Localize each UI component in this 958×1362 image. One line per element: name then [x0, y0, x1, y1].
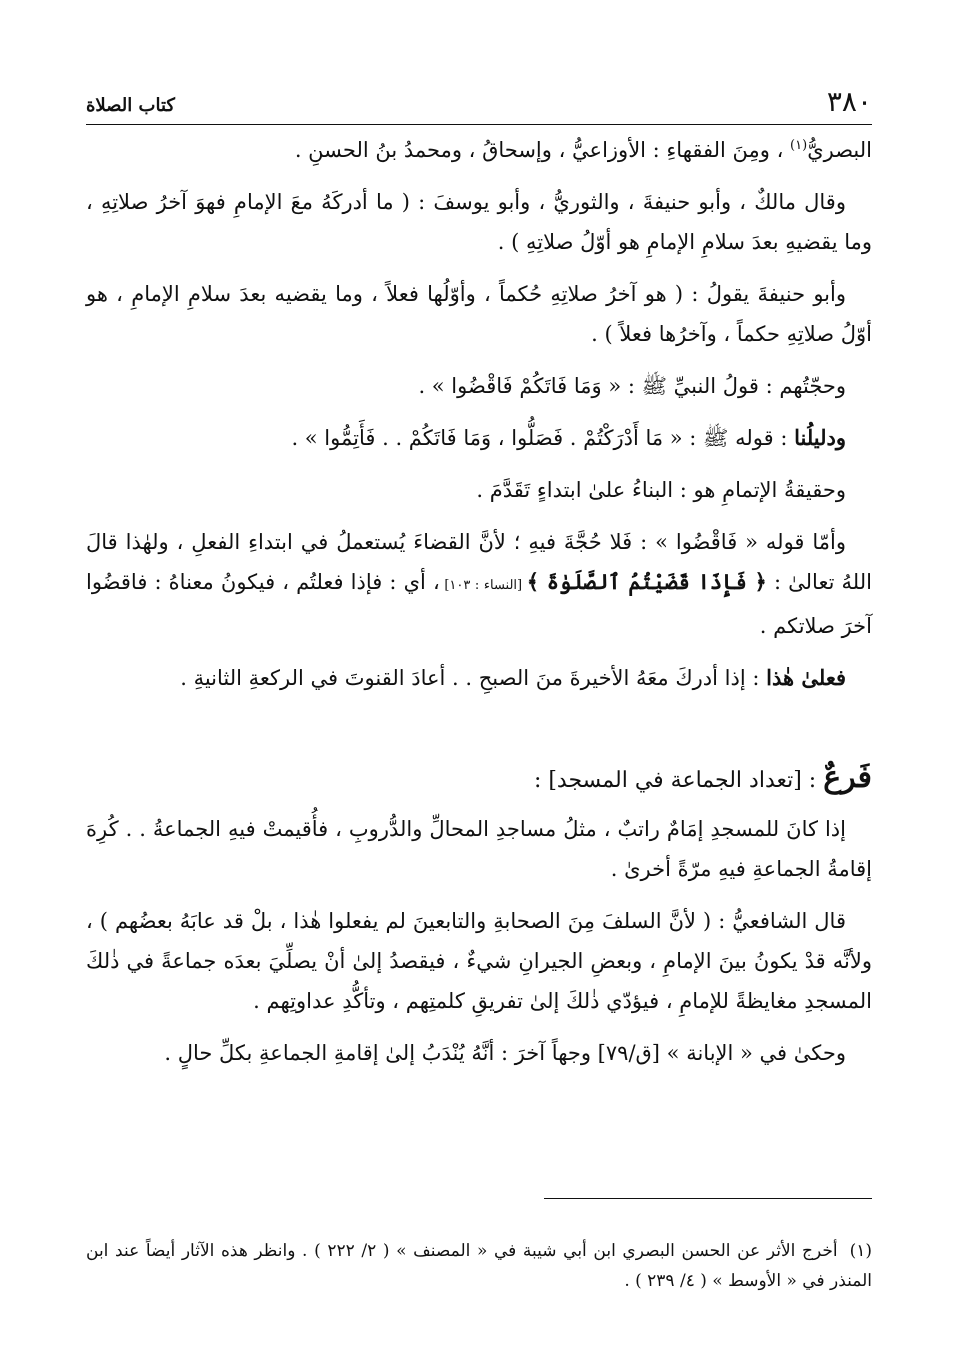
paragraph-7 — [86, 522, 872, 646]
paragraph-1 — [86, 130, 872, 170]
paragraph-3: وأبو حنيفةَ يقولُ : ( هو آخرُ صلاتِهِ حُكماً ، وأوّلُها فعلاً ، وما يقضيه بعدَ سلامِ الإمامِ ، هو أوّلُ صلاتِهِ حكماً ، وآخرُها فعلاً ) . — [86, 282, 872, 346]
paragraph-8 — [86, 658, 872, 698]
paragraph-2: وقال مالكٌ ، وأبو حنيفةَ ، والثوريُّ ، وأبو يوسفَ : ( ما أدركَهُ معَ الإمامِ فهوَ آخرُ صلاتِهِ ، وما يقضيهِ بعدَ سلامِ الإمامِ هو أوّلُ صلاتِهِ ) . — [86, 190, 872, 254]
section-label: فَرعٌ — [823, 760, 872, 795]
main-text — [86, 130, 872, 1085]
footnote-number: (١) — [849, 1241, 872, 1261]
p7-part1: وأمّا قوله « فَاقْضُوا » : فَلا حُجَّةَ فيهِ ؛ لأنَّ القضاءَ يُستعملُ في ابتداءِ الفعلِ ، ولهٰذا قالَ اللهُ تعالىٰ : — [86, 530, 872, 594]
p1-before: البصريُّ — [807, 138, 872, 162]
paragraph-5 — [86, 418, 872, 458]
paragraph-10: قال الشافعيُّ : ( لأنَّ السلفَ مِنَ الصحابةِ والتابعينَ لم يفعلوا هٰذا ، بلْ قد عابَهُ بعضُهم ) ، ولأنَّه قدْ يكونُ بينَ الإمامِ ، وبعضِ الجيرانِ شيءٌ ، فيقصدُ إلىٰ أنْ يصلِّيَ بعدَه جماعةً في ذٰلكَ المسجدِ مغايظةً للإمامِ ، فيؤدّي ذٰلكَ إلىٰ تفريقِ كلمتِهم ، وتأكُّدِ عداوتِهم . — [86, 909, 872, 1013]
p5-text: : قوله ﷺ : « مَا أَدْرَكْتُمْ . فَصَلُّوا ، وَمَا فَاتَكُمْ . . فَأَتِمُّوا » . — [291, 426, 795, 450]
paragraph-11: وحكىٰ في « الإبانة » [ق/٧٩] وجهاً آخرَ : أنَّهُ يُنْدَبُ إلىٰ إقامةِ الجماعةِ بكلِّ حالٍ . — [164, 1041, 846, 1065]
running-header — [86, 80, 872, 116]
section-heading — [86, 758, 872, 801]
footnote-ref: (١) — [790, 138, 808, 153]
footnote-text: أخرج الأثر عن الحسن البصري ابن أبي شيبة في « المصنف » ( ٢/ ٢٢٢ ) . وانظر هذه الآثار أيضاً عند ابن المنذر في « الأوسط » ( ٤/ ٢٣٩ ) . — [86, 1241, 872, 1291]
p8-text: : إذا أدركَ معَهُ الأخيرةَ منَ الصبحِ . . أعادَ القنوتَ في الركعةِ الثانيةِ . — [180, 666, 767, 690]
p7-part2: ، أي : فإذا فعلتُم ، فيكونُ معناهُ : فاقضُوا آخرَ صلاتكم . — [86, 570, 872, 638]
book-title: كتاب الصلاة — [86, 95, 175, 116]
footnote-1 — [86, 1236, 872, 1296]
footnotes — [86, 1236, 872, 1296]
paragraph-4: وحجّتُهم : قولُ النبيِّ ﷺ : « وَمَا فَاتَكُمْ فَاقْضُوا » . — [418, 374, 846, 398]
quran-verse: ﴿ فَإِذَا قَضَيْتُمُ ٱلصَّلَوٰةَ ﴾ — [526, 569, 767, 594]
paragraph-6: وحقيقةُ الإتمامِ هو : البناءُ علىٰ ابتداءٍ تَقَدَّمَ . — [476, 478, 846, 502]
page-number: ٣٨٠ — [826, 85, 872, 118]
p5-lead: ودليلُنا — [794, 425, 846, 450]
p1-after: ، ومِنَ الفقهاءِ : الأوزاعيُّ ، وإسحاقُ ، ومحمدُ بنُ الحسنِ . — [294, 138, 791, 162]
paragraph-9: إذا كانَ للمسجدِ إمَامٌ راتبٌ ، مثلُ مساجدِ المحالِّ والدُّروبِ ، فأُقيمتْ فيهِ الجماعةُ . . كُرِهَ إقامةُ الجماعةِ فيهِ مرّةً أخرىٰ . — [86, 817, 872, 881]
verse-citation: [النساء : ١٠٣] — [439, 578, 527, 593]
footnote-rule — [544, 1198, 872, 1199]
p8-lead: فعلىٰ هٰذا — [766, 665, 846, 690]
header-rule — [86, 124, 872, 125]
section-gap — [86, 710, 872, 758]
section-title: : [تعداد الجماعة في المسجد] : — [533, 768, 824, 793]
